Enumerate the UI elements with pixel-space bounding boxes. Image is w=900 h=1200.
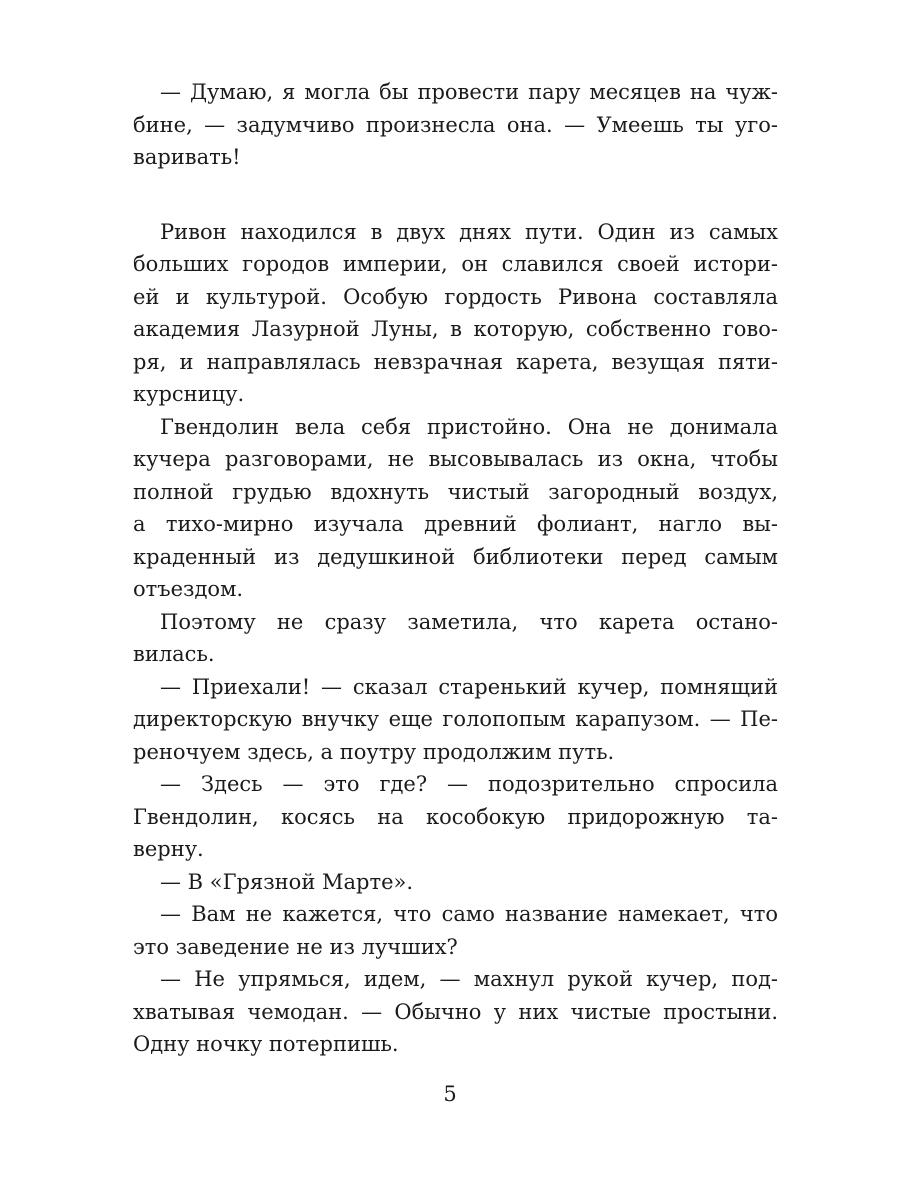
text-line: директорскую внучку еще голопопым карапузом. — Пе- <box>133 707 778 731</box>
paragraph <box>133 76 778 174</box>
text-line: курсницу. <box>133 382 245 406</box>
text-line: Гвендолин вела себя пристойно. Она не донимала <box>160 414 778 439</box>
paragraph <box>133 963 778 1061</box>
text-line: это заведение не из лучших? <box>133 934 458 959</box>
text-line: вилась. <box>133 642 215 666</box>
text-line: ей и культурой. Особую гордость Ривона составляла <box>133 284 778 309</box>
paragraph <box>133 671 778 769</box>
text-line: Одну ночку потерпишь. <box>133 1032 399 1056</box>
paragraph <box>133 866 778 899</box>
paragraph <box>133 411 778 606</box>
text-line: полной грудью вдохнуть чистый загородный воздух, <box>133 479 778 504</box>
text-line: кучера разговорами, не высовывалась из окна, чтобы <box>133 447 778 471</box>
text-line: отъездом. <box>133 577 244 601</box>
paragraph <box>133 898 778 963</box>
page-number: 5 <box>443 1082 457 1106</box>
text-line: — Думаю, я могла бы провести пару месяцев на чуж- <box>160 80 778 104</box>
text-line: краденный из дедушкиной библиотеки перед самым <box>133 544 778 569</box>
scene-break <box>133 174 778 216</box>
text-line: академия Лазурной Луны, в которую, собственно гово- <box>133 317 778 341</box>
text-line: а тихо-мирно изучала древний фолиант, нагло вы- <box>133 512 778 536</box>
text-line: больших городов империи, он славился своей истори- <box>133 252 778 276</box>
text-line: — Приехали! — сказал старенький кучер, помнящий <box>160 674 778 699</box>
paragraph <box>133 606 778 671</box>
text-line: реночуем здесь, а поутру продолжим путь. <box>133 739 615 764</box>
text-line: ря, и направлялась невзрачная карета, везущая пяти- <box>133 349 778 374</box>
text-line: Ривон находился в двух днях пути. Один из самых <box>160 219 778 244</box>
text-line: Поэтому не сразу заметила, что карета остано- <box>160 609 778 634</box>
paragraph <box>133 768 778 866</box>
text-line: варивать! <box>133 145 241 169</box>
text-line: верну. <box>133 837 204 861</box>
text-line: Гвендолин, косясь на кособокую придорожную та- <box>133 804 778 829</box>
text-line: — Не упрямься, идем, — махнул рукой кучер, под- <box>160 967 778 991</box>
text-line: — Вам не кажется, что само название намекает, что <box>160 902 778 926</box>
text-line: — Здесь — это где? — подозрительно спросила <box>160 772 778 796</box>
text-block <box>133 76 778 1061</box>
text-line: хватывая чемодан. — Обычно у них чистые простыни. <box>133 999 778 1024</box>
text-line: — В «Грязной Марте». <box>160 869 414 894</box>
text-line: бине, — задумчиво произнесла она. — Умеешь ты уго- <box>133 112 778 137</box>
paragraph <box>133 216 778 411</box>
